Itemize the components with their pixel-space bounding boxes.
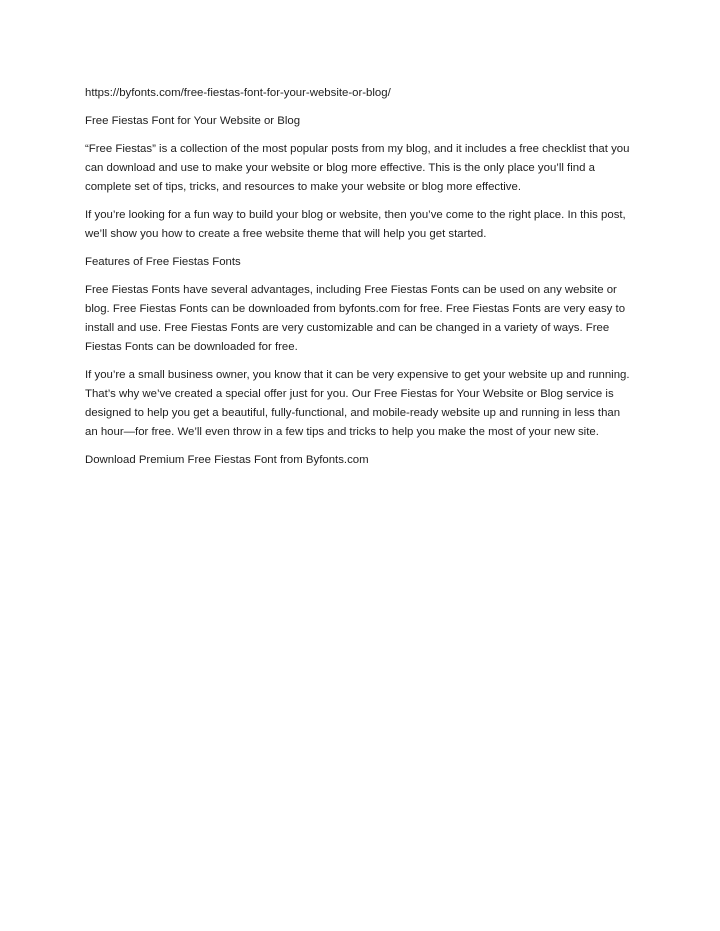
document-title: Free Fiestas Font for Your Website or Blog [85,115,301,127]
document-page [85,84,635,479]
source-url: https://byfonts.com/free-fiestas-font-for-your-website-or-blog/ [85,87,391,99]
intro-paragraph-2: If you’re looking for a fun way to build your blog or website, then you’ve come to the right place. In this post, we’ll show you how to create a free website theme that will help you get started. [85,209,626,240]
download-line: Download Premium Free Fiestas Font from Byfonts.com [85,454,369,466]
intro-paragraph: “Free Fiestas” is a collection of the most popular posts from my blog, and it includes a free checklist that you can download and use to make your website or blog more effective. This is the only place you’ll find a complete set of tips, tricks, and resources to make your website or blog more effective. [85,143,630,193]
features-heading: Features of Free Fiestas Fonts [85,256,241,268]
offer-paragraph: If you’re a small business owner, you know that it can be very expensive to get your website up and running. That’s why we’ve created a special offer just for you. Our Free Fiestas for Your Website or Blog service is designed to help you get a beautiful, fully-functional, and mobile-ready website up and running in less than an hour—for free. We’ll even throw in a few tips and tricks to help you make the most of your new site. [85,369,630,438]
features-paragraph: Free Fiestas Fonts have several advantages, including Free Fiestas Fonts can be used on any website or blog. Free Fiestas Fonts can be downloaded from byfonts.com for free. Free Fiestas Fonts are very easy to install and use. Free Fiestas Fonts are very customizable and can be changed in a variety of ways. Free Fiestas Fonts can be downloaded for free. [85,284,626,353]
